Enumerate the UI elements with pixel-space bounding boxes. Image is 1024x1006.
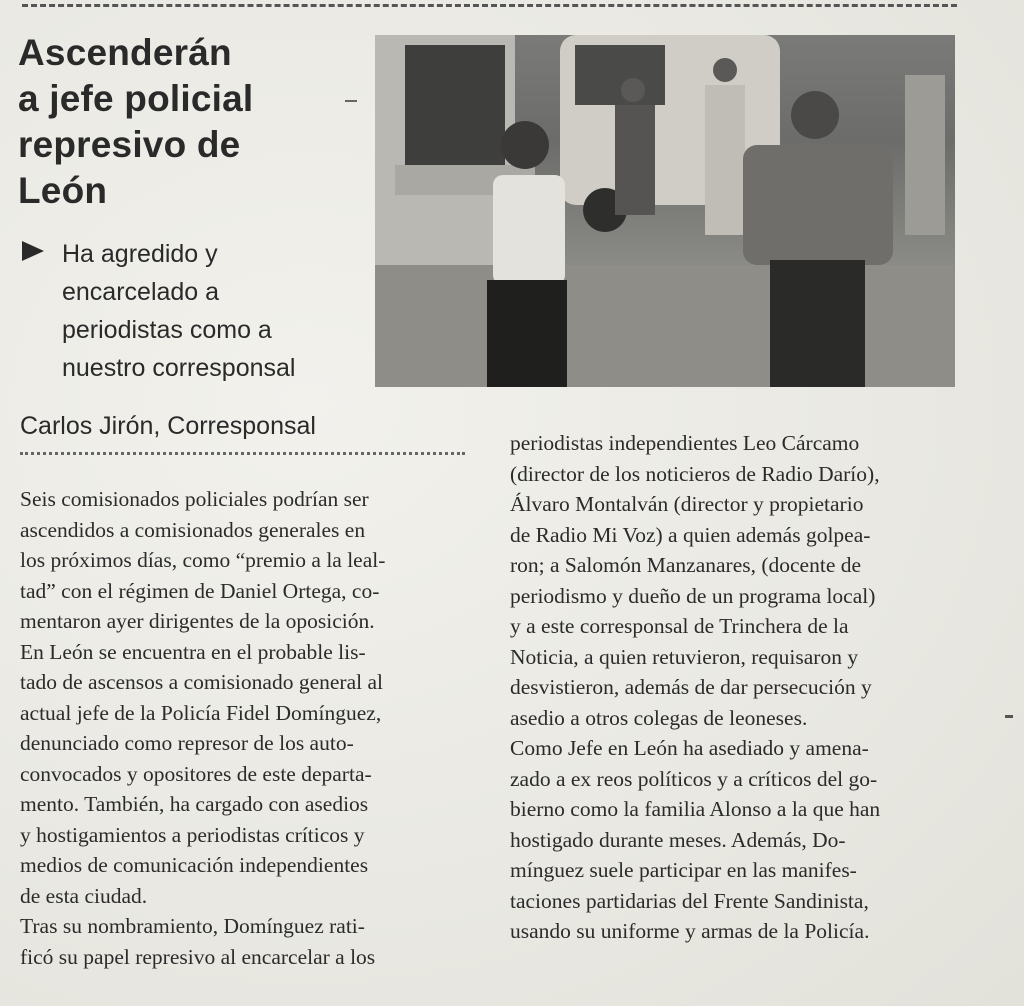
top-divider xyxy=(22,4,957,7)
bystander-right xyxy=(905,75,945,235)
byline-divider xyxy=(20,452,465,455)
street xyxy=(375,265,955,387)
woman-head xyxy=(501,121,549,169)
woman-pants xyxy=(487,280,567,387)
photo-scene xyxy=(375,35,955,387)
triangle-bullet-icon xyxy=(22,241,44,261)
paragraph: Seis comisionados policiales podrían ser ascendidos a comisionados generales en los próximos días, como “premio a la leal- tad” con el régimen de Daniel Ortega, co- mentaron ayer dirigentes de la oposición. xyxy=(20,487,386,633)
news-photo xyxy=(375,35,955,387)
paragraph: periodistas independientes Leo Cárcamo (director de los noticieros de Radio Darío), Álvaro Montalván (director y propietario de Radio Mi Voz) a quien además golpea- ron; a Salomón Manzanares, (docente de periodismo y dueño de un programa local) y a este corresponsal de Trinchera de la Noticia, a quien retuvieron, requisaron y desvistieron, además de dar persecución y asedio a otros colegas de leoneses. xyxy=(510,431,880,730)
paragraph: En León se encuentra en el probable lis- tado de ascensos a comisionado general al actual jefe de la Policía Fidel Domínguez, denunciado como represor de los auto- convocados y opositores de este departa- mento. También, ha cargado con asedios y hostigamientos a periodistas críticos y medios de comunicación independientes de esta ciudad. xyxy=(20,639,383,908)
byline: Carlos Jirón, Corresponsal xyxy=(20,412,316,440)
deck-text: Ha agredido y encarcelado a periodistas como a nuestro corresponsal xyxy=(62,240,296,382)
dash-mark xyxy=(345,100,357,102)
officer-shirt xyxy=(743,145,893,265)
woman-shirt xyxy=(493,175,565,285)
paragraph: Tras su nombramiento, Domínguez rati- ficó su papel represivo al encarcelar a los xyxy=(20,914,376,969)
bystander xyxy=(615,105,655,215)
officer-head xyxy=(791,91,839,139)
vehicle-window xyxy=(575,45,665,105)
body-column-2 xyxy=(510,428,955,947)
paragraph: Como Jefe en León ha asediado y amena- zado a ex reos políticos y a críticos del go- bierno como la familia Alonso a la que han hostigado durante meses. Además, Do- mínguez suele participar en las manifes- taciones partidarias del Frente Sandinista, usando su uniforme y armas de la Policía. xyxy=(510,736,881,943)
officer-pants xyxy=(770,260,865,387)
headline: Ascenderán a jefe policial represivo de León xyxy=(18,32,254,211)
side-mark xyxy=(1005,715,1013,718)
bystander-runner xyxy=(705,85,745,235)
body-column-1 xyxy=(20,484,465,972)
